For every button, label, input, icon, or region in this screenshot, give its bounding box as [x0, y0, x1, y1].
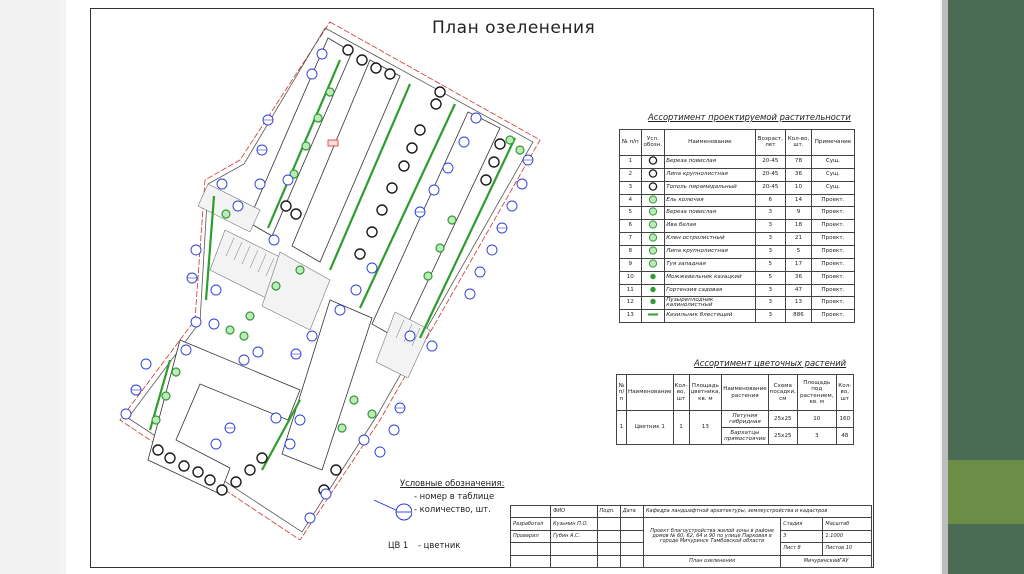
cell-quantity: 36 [786, 168, 812, 181]
cell-quantity: 21 [786, 233, 812, 246]
cell-count: 160 [836, 411, 853, 428]
dark-tree-icon [648, 169, 658, 178]
cell-age: 3 [755, 310, 785, 323]
col-header-count: Кол-во, шт [836, 375, 853, 411]
cell-age: 6 [755, 194, 785, 207]
cell-name: Ель колючая [665, 194, 755, 207]
stamp-blank [620, 543, 643, 555]
cell-quantity: 1 [673, 411, 689, 445]
stamp-date-developer [620, 518, 643, 530]
stamp-blank [597, 555, 620, 567]
cell-quantity: 13 [786, 297, 812, 310]
cell-note: Проект. [811, 271, 854, 284]
cell-symbol [641, 284, 665, 297]
table-header-row [620, 130, 855, 156]
cell-number: 11 [620, 284, 642, 297]
cell-age: 3 [755, 220, 785, 233]
col-header-name: Наименование [665, 130, 755, 156]
table1-caption: Ассортимент проектируемой растительности [648, 112, 851, 122]
table-row [620, 168, 855, 181]
col-header-note: Примечание [811, 130, 854, 156]
flower-assortment-table [616, 374, 854, 445]
cell-number: 10 [620, 271, 642, 284]
stamp-scale: 1:1000 [823, 530, 872, 542]
cell-age: 5 [755, 271, 785, 284]
col-header-number: № п/п [620, 130, 642, 156]
stamp-sheet-label: Лист [783, 545, 796, 552]
table-row [620, 297, 855, 310]
green-tree-icon [648, 246, 658, 255]
col-header-name: Наименование [627, 375, 673, 411]
table-header-row [617, 375, 854, 411]
stamp-blank [597, 543, 620, 555]
site-plan-drawing [100, 20, 550, 540]
cell-name: Липа крупнолистная [665, 246, 755, 259]
slide-side-accent [948, 460, 1024, 524]
cell-note: Проект. [811, 310, 854, 323]
cell-quantity: 886 [786, 310, 812, 323]
cell-count: 48 [836, 428, 853, 445]
stamp-department: Кафедра ландшафтной архитектуры, землеустройства и кадастров [643, 506, 871, 518]
stamp-sheets-number: 10 [845, 545, 853, 552]
cell-note: Проект. [811, 207, 854, 220]
cell-symbol [641, 246, 665, 259]
shrub-icon [648, 297, 658, 306]
table-row [620, 258, 855, 271]
cell-symbol [641, 194, 665, 207]
cell-quantity: 10 [786, 181, 812, 194]
flowerbed-marker [328, 140, 338, 146]
cell-quantity: 17 [786, 258, 812, 271]
cell-note: Сущ. [811, 168, 854, 181]
cell-plant-area: 3 [797, 428, 836, 445]
cell-symbol [641, 181, 665, 194]
cell-number: 13 [620, 310, 642, 323]
stamp-role-developer: Разработал [511, 518, 551, 530]
stamp-sheets-cell [823, 543, 872, 555]
cell-plant-area: 10 [797, 411, 836, 428]
cell-number: 4 [620, 194, 642, 207]
dark-tree-icon [648, 156, 658, 165]
stamp-sheets-label: Листов [825, 545, 845, 552]
cell-quantity: 5 [786, 246, 812, 259]
shrub-icon [648, 285, 658, 294]
plant-assortment-table [619, 129, 855, 323]
cell-age: 3 [755, 233, 785, 246]
hedge-icon [648, 310, 658, 319]
cell-symbol [641, 297, 665, 310]
legend-title: Условные обозначения: [400, 478, 505, 488]
stamp-sheet-cell [781, 543, 823, 555]
cell-age: 3 [755, 297, 785, 310]
cell-number: 9 [620, 258, 642, 271]
green-tree-icon [648, 207, 658, 216]
cell-quantity: 14 [786, 194, 812, 207]
stamp-project: Проект благоустройства жилой зоны в районе домов № 60, 62, 64 и 90 по улице Парковая в городе Мичуринск Тамбовской области [643, 518, 780, 555]
cell-number: 2 [620, 168, 642, 181]
legend-code-flowerbed: ЦВ 1 [388, 540, 409, 550]
table-row [617, 411, 854, 428]
cell-plant-name: Петуния гибридная [722, 411, 768, 428]
table-row [620, 246, 855, 259]
green-tree-icon [648, 233, 658, 242]
stamp-drawing-name: План озеленения [643, 555, 780, 567]
cell-plant-name: Бархатцы прямостоячие [722, 428, 768, 445]
legend-item-quantity: - количество, шт. [414, 504, 491, 514]
cell-name: Береза повислая [665, 156, 755, 169]
table-row [620, 233, 855, 246]
cell-age: 3 [755, 207, 785, 220]
cell-scheme: 25x25 [768, 411, 797, 428]
cell-symbol [641, 271, 665, 284]
cell-number: 6 [620, 220, 642, 233]
stamp-sheet-number: 8 [797, 545, 801, 552]
table-row [620, 194, 855, 207]
cell-quantity: 9 [786, 207, 812, 220]
col-header-plant-area: Площадь под растением, кв. м [797, 375, 836, 411]
cell-name: Тополь пирамидальный [665, 181, 755, 194]
cell-number: 1 [620, 156, 642, 169]
col-header-plant-name: Наименование растения [722, 375, 768, 411]
cell-quantity: 78 [786, 156, 812, 169]
cell-number: 5 [620, 207, 642, 220]
cell-scheme: 25x25 [768, 428, 797, 445]
cell-age: 3 [755, 246, 785, 259]
cell-note: Проект. [811, 194, 854, 207]
stamp-scale-label: Масштаб [823, 518, 872, 530]
cell-name: Липа крупнолистная [665, 168, 755, 181]
stamp-blank [511, 555, 551, 567]
stamp-sign-checker [597, 530, 620, 542]
dark-tree-icon [648, 182, 658, 191]
cell-name: Береза повислая [665, 207, 755, 220]
table2-caption: Ассортимент цветочных растений [694, 358, 847, 368]
green-tree-icon [648, 220, 658, 229]
legend-item-number: - номер в таблице [414, 491, 495, 501]
cell-name: Можжевельник казацкий [665, 271, 755, 284]
table-row [620, 284, 855, 297]
cell-name: Ива белая [665, 220, 755, 233]
stamp-stage: 3 [781, 530, 823, 542]
cell-note: Проект. [811, 233, 854, 246]
cell-name: Цветник 1 [627, 411, 673, 445]
cell-symbol [641, 168, 665, 181]
stamp-header-date: Дата [620, 506, 643, 518]
stamp-header-fio: ФИО [551, 506, 597, 518]
cell-quantity: 36 [786, 271, 812, 284]
cell-number: 7 [620, 233, 642, 246]
stamp-name-developer: Кузьмин П.О. [551, 518, 597, 530]
stamp-blank [620, 555, 643, 567]
cell-age: 3 [755, 284, 785, 297]
col-header-quantity: Кол-во, шт. [786, 130, 812, 156]
shrub-icon [648, 272, 658, 281]
table-row [620, 310, 855, 323]
title-block [510, 505, 872, 568]
cell-quantity: 18 [786, 220, 812, 233]
cell-name: Клен остролистный [665, 233, 755, 246]
col-header-symbol: Усл. обозн. [641, 130, 665, 156]
green-tree-icon [648, 195, 658, 204]
cell-symbol [641, 220, 665, 233]
stamp-role-checker: Проверил [511, 530, 551, 542]
legend-marker-icon [372, 488, 412, 530]
table-row [620, 220, 855, 233]
cell-age: 20-45 [755, 181, 785, 194]
legend-item-flowerbed: - цветник [418, 540, 461, 550]
slide-left-margin [0, 0, 60, 574]
stamp-date-checker [620, 530, 643, 542]
stamp-blank [511, 506, 551, 518]
table-row [620, 181, 855, 194]
stamp-organization: МичуринскийГАУ [781, 555, 872, 567]
cell-number: 1 [617, 411, 627, 445]
cell-age: 20-45 [755, 168, 785, 181]
page-title: План озеленения [432, 18, 596, 38]
cell-quantity: 47 [786, 284, 812, 297]
col-header-scheme: Схема посадки, см [768, 375, 797, 411]
cell-age: 20-45 [755, 156, 785, 169]
col-header-quantity: Кол-во, шт [673, 375, 689, 411]
cell-name: Кизильник блестящий [665, 310, 755, 323]
col-header-bed-area: Площадь цветника, кв. м [689, 375, 722, 411]
cell-note: Проект. [811, 297, 854, 310]
cell-name: Гортензия садовая [665, 284, 755, 297]
stamp-stage-label: Стадия [781, 518, 823, 530]
stamp-header-sign: Подп. [597, 506, 620, 518]
cell-number: 12 [620, 297, 642, 310]
cell-symbol [641, 156, 665, 169]
cell-bed-area: 13 [689, 411, 722, 445]
cell-symbol [641, 207, 665, 220]
col-header-age: Возраст, лет [755, 130, 785, 156]
stamp-blank [551, 555, 597, 567]
cell-number: 8 [620, 246, 642, 259]
stamp-sign-developer [597, 518, 620, 530]
table-row [620, 207, 855, 220]
table-row [620, 156, 855, 169]
stamp-blank [551, 543, 597, 555]
cell-number: 3 [620, 181, 642, 194]
cell-name: Туя западная [665, 258, 755, 271]
cell-note: Проект. [811, 246, 854, 259]
cell-symbol [641, 233, 665, 246]
cell-note: Проект. [811, 258, 854, 271]
cell-name: Пузыреплодник калинолистный [665, 297, 755, 310]
cell-note: Проект. [811, 220, 854, 233]
green-tree-icon [648, 259, 658, 268]
cell-symbol [641, 258, 665, 271]
stamp-name-checker: Губин А.С. [551, 530, 597, 542]
cell-note: Сущ. [811, 156, 854, 169]
cell-symbol [641, 310, 665, 323]
col-header-number: № п/п [617, 375, 627, 411]
stamp-blank [511, 543, 551, 555]
table-row [620, 271, 855, 284]
cell-age: 5 [755, 258, 785, 271]
cell-note: Проект. [811, 284, 854, 297]
cell-note: Сущ. [811, 181, 854, 194]
